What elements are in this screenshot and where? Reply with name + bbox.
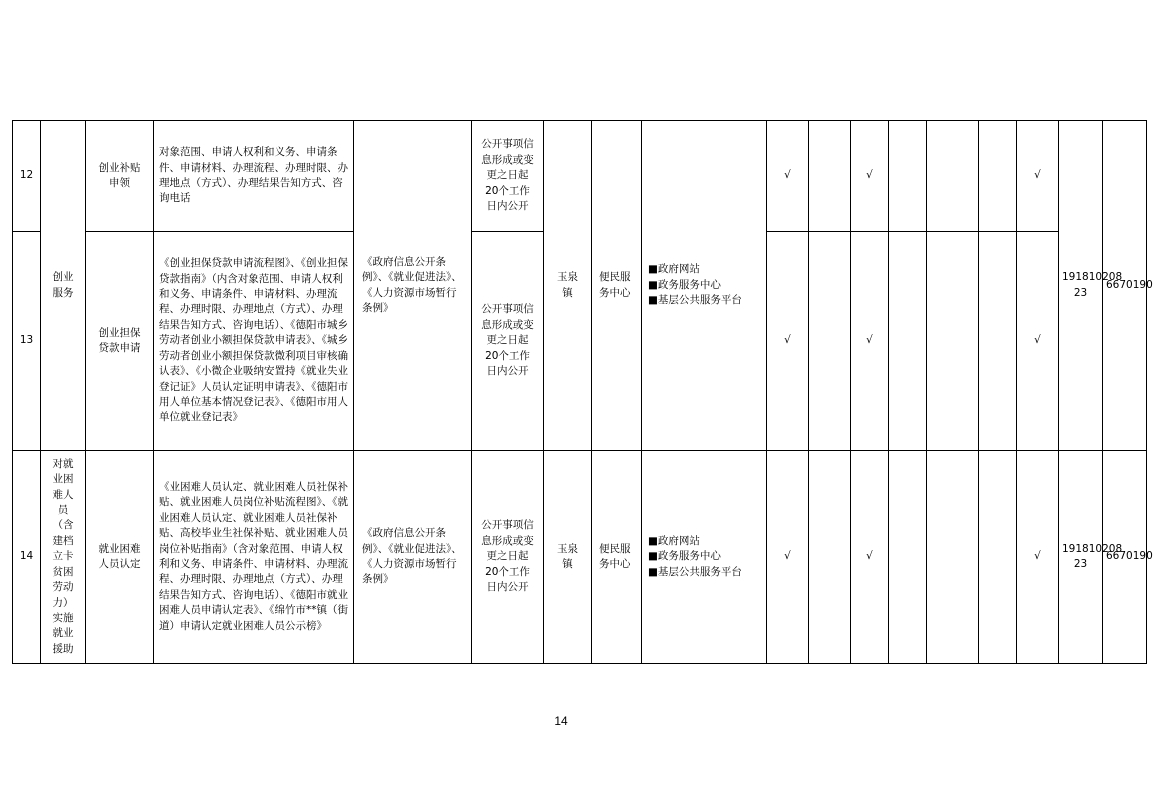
location-cell xyxy=(592,121,642,451)
item-text: 创业补贴申领 xyxy=(98,161,141,189)
basis-cell xyxy=(354,451,472,664)
phone-a-text: 191810208 23 xyxy=(1062,271,1123,299)
check-cell: √ xyxy=(851,451,889,664)
item-cell xyxy=(86,451,154,664)
location-cell xyxy=(592,451,642,664)
subject-text: 玉泉镇 xyxy=(557,542,578,570)
phone-a-cell xyxy=(1059,121,1123,451)
phone-a-text: 191810208 23 xyxy=(1062,542,1123,570)
phone-b-text: 6670190 xyxy=(1106,550,1153,563)
category-cell xyxy=(41,121,86,451)
basis-cell xyxy=(354,121,472,451)
check-cell xyxy=(927,451,979,664)
content-text: 对象范围、申请人权利和义务、申请条件、申请材料、办理流程、办理时限、办理地点（方式）、办理结果告知方式、咨询电话 xyxy=(159,146,348,205)
row-number: 14 xyxy=(13,451,41,664)
disclosure-table xyxy=(12,120,1153,664)
timing-cell xyxy=(472,121,544,232)
basis-text: 《政府信息公开条例》、《就业促进法》、《人力资源市场暂行条例》 xyxy=(362,255,462,314)
check-cell xyxy=(809,451,851,664)
subject-text: 玉泉镇 xyxy=(557,271,578,299)
check-cell: √ xyxy=(767,232,809,451)
check-cell xyxy=(979,121,1017,232)
row-number: 12 xyxy=(13,121,41,232)
check-cell xyxy=(889,451,927,664)
page-number: 14 xyxy=(554,714,568,728)
channels-cell xyxy=(642,121,767,451)
table-row xyxy=(13,121,1147,232)
item-text: 就业困难人员认定 xyxy=(98,542,141,570)
location-text: 便民服务中心 xyxy=(599,271,631,299)
check-cell: √ xyxy=(767,451,809,664)
check-cell: √ xyxy=(1017,232,1059,451)
timing-cell xyxy=(472,232,544,451)
check-cell xyxy=(809,121,851,232)
location-text: 便民服务中心 xyxy=(599,542,631,570)
subject-cell xyxy=(544,451,592,664)
content-cell xyxy=(154,121,354,232)
channel-item: ■基层公共服务平台 xyxy=(648,565,742,578)
channels-cell xyxy=(642,451,767,664)
item-cell xyxy=(86,232,154,451)
check-cell: √ xyxy=(767,121,809,232)
channel-item: ■政府网站 xyxy=(648,263,700,276)
phone-b-cell xyxy=(1103,121,1153,451)
timing-text: 公开事项信息形成或变更之日起20个工作日内公开 xyxy=(481,519,534,594)
channel-item: ■政务服务中心 xyxy=(648,278,721,291)
phone-a-cell xyxy=(1059,451,1123,664)
timing-text: 公开事项信息形成或变更之日起20个工作日内公开 xyxy=(481,303,534,378)
basis-text: 《政府信息公开条例》、《就业促进法》、《人力资源市场暂行条例》 xyxy=(362,527,462,586)
check-cell: √ xyxy=(1017,121,1059,232)
check-cell xyxy=(927,232,979,451)
phone-b-text: 6670190 xyxy=(1106,278,1153,291)
content-cell xyxy=(154,232,354,451)
category-cell xyxy=(41,451,86,664)
content-text: 《创业担保贷款申请流程图》、《创业担保贷款指南》（内含对象范围、申请人权利和义务、申请条件、申请材料、办理流程、办理时限、办理地点（方式）、办理结果告知方式、咨询电话）、《德阳市城乡劳动者创业小额担保贷款申请表》、《城乡劳动者创业小额担保贷款微利项目审核确认表》、《小微企业吸纳安置持《就业失业登记证》人员认定证明申请表》、《德阳市用人单位基本情况登记表》、《德阳市用人单位就业登记表》 xyxy=(159,257,348,424)
check-cell xyxy=(979,232,1017,451)
check-cell xyxy=(889,121,927,232)
item-text: 创业担保贷款申请 xyxy=(98,326,141,354)
channel-item: ■政务服务中心 xyxy=(648,550,721,563)
row-number: 13 xyxy=(13,232,41,451)
check-cell xyxy=(979,451,1017,664)
timing-cell xyxy=(472,451,544,664)
check-cell: √ xyxy=(1017,451,1059,664)
subject-cell xyxy=(544,121,592,451)
content-cell xyxy=(154,451,354,664)
check-cell xyxy=(927,121,979,232)
check-cell xyxy=(809,232,851,451)
channel-item: ■基层公共服务平台 xyxy=(648,294,742,307)
channel-item: ■政府网站 xyxy=(648,534,700,547)
check-cell: √ xyxy=(851,121,889,232)
channels-list xyxy=(648,262,760,308)
check-cell: √ xyxy=(851,232,889,451)
category-text: 创业服务 xyxy=(52,271,74,299)
item-cell xyxy=(86,121,154,232)
timing-text: 公开事项信息形成或变更之日起20个工作日内公开 xyxy=(481,138,534,213)
content-text: 《业困难人员认定、就业困难人员社保补贴、就业困难人员岗位补贴流程图》、《就业困难人员认定、就业困难人员社保补贴、高校毕业生社保补贴、就业困难人员岗位补贴指南》（含对象范围、申请人权利和义务、申请条件、申请材料、办理流程、办理时限、办理地点（方式）、办理结果告知方式、咨询电话）、《德阳市就业困难人员申请认定表》、《绵竹市**镇（街道）申请认定就业困难人员公示榜》 xyxy=(159,480,348,632)
phone-b-cell xyxy=(1103,451,1153,664)
channels-list xyxy=(648,534,760,580)
category-text: 对就业困难人员（含建档立卡贫困劳动力）实施就业援助 xyxy=(52,457,74,655)
check-cell xyxy=(889,232,927,451)
table-row xyxy=(13,451,1147,664)
